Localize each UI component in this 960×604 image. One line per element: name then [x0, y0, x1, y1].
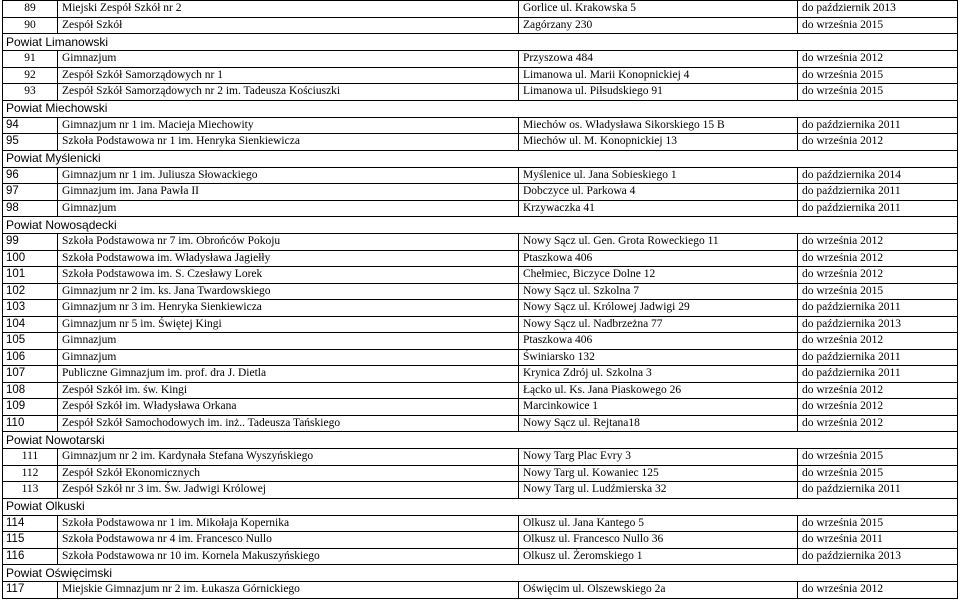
- table-row: [3, 1, 958, 18]
- school-deadline: do października 2011: [798, 117, 958, 134]
- school-name: Zespół Szkół im. Władysława Orkana: [58, 399, 519, 416]
- school-name: Gimnazjum nr 3 im. Henryka Sienkiewicza: [58, 300, 519, 317]
- school-address: Nowy Sącz ul. Nadbrzeżna 77: [519, 316, 798, 333]
- school-number: 107: [3, 366, 58, 383]
- school-name: Gimnazjum nr 1 im. Macieja Miechowity: [58, 117, 519, 134]
- table-row: [3, 349, 958, 366]
- table-row: [3, 200, 958, 217]
- school-number: 100: [3, 250, 58, 267]
- school-name: Gimnazjum: [58, 333, 519, 350]
- school-address: Krzywaczka 41: [519, 200, 798, 217]
- school-deadline: do września 2011: [798, 532, 958, 549]
- table-row: [3, 117, 958, 134]
- school-name: Gimnazjum nr 1 im. Juliusza Słowackiego: [58, 167, 519, 184]
- school-deadline: do października 2011: [798, 184, 958, 201]
- table-row: [3, 184, 958, 201]
- table-row: [3, 51, 958, 68]
- district-title: Powiat Oświęcimski: [3, 565, 958, 582]
- school-address: Myślenice ul. Jana Sobieskiego 1: [519, 167, 798, 184]
- school-number: 101: [3, 267, 58, 284]
- table-row: [3, 333, 958, 350]
- table-row: [3, 283, 958, 300]
- school-number: 104: [3, 316, 58, 333]
- school-number: 106: [3, 349, 58, 366]
- school-address: Gorlice ul. Krakowska 5: [519, 1, 798, 18]
- school-deadline: do października 2014: [798, 167, 958, 184]
- school-name: Zespół Szkół: [58, 17, 519, 34]
- school-address: Ptaszkowa 406: [519, 250, 798, 267]
- table-row: [3, 234, 958, 251]
- school-name: Zespół Szkół Ekonomicznych: [58, 465, 519, 482]
- school-deadline: do września 2012: [798, 399, 958, 416]
- school-number: 103: [3, 300, 58, 317]
- school-address: Nowy Targ ul. Kowaniec 125: [519, 465, 798, 482]
- table-row: [3, 482, 958, 499]
- school-name: Gimnazjum im. Jana Pawła II: [58, 184, 519, 201]
- school-deadline: do października 2013: [798, 548, 958, 565]
- school-deadline: do września 2015: [798, 449, 958, 466]
- school-name: Zespół Szkół nr 3 im. Św. Jadwigi Królowej: [58, 482, 519, 499]
- school-deadline: do października 2013: [798, 316, 958, 333]
- school-address: Marcinkowice 1: [519, 399, 798, 416]
- school-name: Szkoła Podstawowa nr 7 im. Obrońców Pokoju: [58, 234, 519, 251]
- school-deadline: do września 2012: [798, 250, 958, 267]
- school-name: Szkoła Podstawowa nr 1 im. Mikołaja Kopernika: [58, 515, 519, 532]
- school-name: Publiczne Gimnazjum im. prof. dra J. Dietla: [58, 366, 519, 383]
- table-row: [3, 300, 958, 317]
- school-address: Nowy Targ ul. Ludźmierska 32: [519, 482, 798, 499]
- school-number: 113: [3, 482, 58, 499]
- school-address: Zagórzany 230: [519, 17, 798, 34]
- school-address: Oświęcim ul. Olszewskiego 2a: [519, 582, 798, 599]
- table-row: [3, 67, 958, 84]
- school-address: Olkusz ul. Francesco Nullo 36: [519, 532, 798, 549]
- table-row: [3, 84, 958, 101]
- school-number: 97: [3, 184, 58, 201]
- school-deadline: do września 2012: [798, 333, 958, 350]
- school-number: 102: [3, 283, 58, 300]
- school-deadline: do października 2011: [798, 366, 958, 383]
- school-address: Limanowa ul. Piłsudskiego 91: [519, 84, 798, 101]
- school-deadline: do października 2011: [798, 482, 958, 499]
- school-number: 92: [3, 67, 58, 84]
- school-name: Szkoła Podstawowa nr 10 im. Kornela Makuszyńskiego: [58, 548, 519, 565]
- school-name: Szkoła Podstawowa im. Władysława Jagiełły: [58, 250, 519, 267]
- school-name: Gimnazjum: [58, 51, 519, 68]
- school-number: 89: [3, 1, 58, 18]
- school-deadline: do września 2012: [798, 267, 958, 284]
- school-name: Miejski Zespół Szkół nr 2: [58, 1, 519, 18]
- table-row: [3, 399, 958, 416]
- school-number: 108: [3, 382, 58, 399]
- district-header-row: [3, 432, 958, 449]
- table-row: [3, 134, 958, 151]
- school-number: 93: [3, 84, 58, 101]
- district-header-row: [3, 34, 958, 51]
- school-address: Nowy Targ Plac Evry 3: [519, 449, 798, 466]
- school-name: Zespół Szkół im. św. Kingi: [58, 382, 519, 399]
- school-number: 96: [3, 167, 58, 184]
- school-address: Świniarsko 132: [519, 349, 798, 366]
- school-address: Nowy Sącz ul. Królowej Jadwigi 29: [519, 300, 798, 317]
- school-name: Szkoła Podstawowa im. S. Czesławy Lorek: [58, 267, 519, 284]
- school-address: Ptaszkowa 406: [519, 333, 798, 350]
- school-name: Szkoła Podstawowa nr 4 im. Francesco Nullo: [58, 532, 519, 549]
- district-header-row: [3, 565, 958, 582]
- district-title: Powiat Olkuski: [3, 498, 958, 515]
- school-name: Gimnazjum nr 2 im. Kardynała Stefana Wyszyńskiego: [58, 449, 519, 466]
- school-number: 111: [3, 449, 58, 466]
- table-row: [3, 532, 958, 549]
- school-number: 114: [3, 515, 58, 532]
- school-name: Gimnazjum: [58, 349, 519, 366]
- district-title: Powiat Miechowski: [3, 100, 958, 117]
- school-number: 95: [3, 134, 58, 151]
- school-deadline: do października 2011: [798, 300, 958, 317]
- school-deadline: do września 2015: [798, 67, 958, 84]
- school-address: Dobczyce ul. Parkowa 4: [519, 184, 798, 201]
- school-address: Chełmiec, Biczyce Dolne 12: [519, 267, 798, 284]
- school-number: 116: [3, 548, 58, 565]
- school-address: Przyszowa 484: [519, 51, 798, 68]
- table-row: [3, 515, 958, 532]
- school-deadline: do września 2015: [798, 283, 958, 300]
- table-row: [3, 382, 958, 399]
- district-title: Powiat Nowosądecki: [3, 217, 958, 234]
- school-deadline: do października 2011: [798, 200, 958, 217]
- table-row: [3, 582, 958, 599]
- table-row: [3, 167, 958, 184]
- school-number: 94: [3, 117, 58, 134]
- school-name: Szkoła Podstawowa nr 1 im. Henryka Sienkiewicza: [58, 134, 519, 151]
- school-deadline: do październik 2013: [798, 1, 958, 18]
- school-deadline: do września 2012: [798, 234, 958, 251]
- schools-table: [2, 0, 958, 599]
- school-deadline: do września 2015: [798, 17, 958, 34]
- district-title: Powiat Limanowski: [3, 34, 958, 51]
- district-header-row: [3, 217, 958, 234]
- school-number: 90: [3, 17, 58, 34]
- school-name: Gimnazjum nr 2 im. ks. Jana Twardowskiego: [58, 283, 519, 300]
- school-deadline: do września 2012: [798, 51, 958, 68]
- school-name: Miejskie Gimnazjum nr 2 im. Łukasza Górnickiego: [58, 582, 519, 599]
- district-header-row: [3, 100, 958, 117]
- table-row: [3, 17, 958, 34]
- schools-table-body: [3, 1, 958, 599]
- school-number: 98: [3, 200, 58, 217]
- school-deadline: do września 2015: [798, 84, 958, 101]
- school-address: Łącko ul. Ks. Jana Piaskowego 26: [519, 382, 798, 399]
- school-deadline: do września 2012: [798, 582, 958, 599]
- table-row: [3, 449, 958, 466]
- school-name: Zespół Szkół Samochodowych im. inż.. Tadeusza Tańskiego: [58, 415, 519, 432]
- school-number: 112: [3, 465, 58, 482]
- school-name: Zespół Szkół Samorządowych nr 1: [58, 67, 519, 84]
- school-deadline: do września 2012: [798, 134, 958, 151]
- school-deadline: do września 2012: [798, 415, 958, 432]
- school-deadline: do października 2011: [798, 349, 958, 366]
- table-row: [3, 267, 958, 284]
- district-header-row: [3, 498, 958, 515]
- school-deadline: do września 2015: [798, 465, 958, 482]
- school-number: 99: [3, 234, 58, 251]
- school-number: 91: [3, 51, 58, 68]
- school-number: 109: [3, 399, 58, 416]
- school-deadline: do września 2012: [798, 382, 958, 399]
- school-name: Zespół Szkół Samorządowych nr 2 im. Tadeusza Kościuszki: [58, 84, 519, 101]
- school-number: 117: [3, 582, 58, 599]
- school-name: Gimnazjum nr 5 im. Świętej Kingi: [58, 316, 519, 333]
- school-address: Limanowa ul. Marii Konopnickiej 4: [519, 67, 798, 84]
- table-row: [3, 465, 958, 482]
- district-title: Powiat Myślenicki: [3, 150, 958, 167]
- table-row: [3, 548, 958, 565]
- school-address: Olkusz ul. Żeromskiego 1: [519, 548, 798, 565]
- school-address: Nowy Sącz ul. Gen. Grota Roweckiego 11: [519, 234, 798, 251]
- school-address: Miechów os. Władysława Sikorskiego 15 B: [519, 117, 798, 134]
- district-header-row: [3, 150, 958, 167]
- table-row: [3, 250, 958, 267]
- school-number: 115: [3, 532, 58, 549]
- school-address: Krynica Zdrój ul. Szkolna 3: [519, 366, 798, 383]
- school-address: Miechów ul. M. Konopnickiej 13: [519, 134, 798, 151]
- table-row: [3, 316, 958, 333]
- school-address: Nowy Sącz ul. Szkolna 7: [519, 283, 798, 300]
- district-title: Powiat Nowotarski: [3, 432, 958, 449]
- school-deadline: do września 2015: [798, 515, 958, 532]
- table-row: [3, 415, 958, 432]
- table-row: [3, 366, 958, 383]
- school-number: 110: [3, 415, 58, 432]
- school-address: Nowy Sącz ul. Rejtana18: [519, 415, 798, 432]
- school-number: 105: [3, 333, 58, 350]
- school-name: Gimnazjum: [58, 200, 519, 217]
- school-address: Olkusz ul. Jana Kantego 5: [519, 515, 798, 532]
